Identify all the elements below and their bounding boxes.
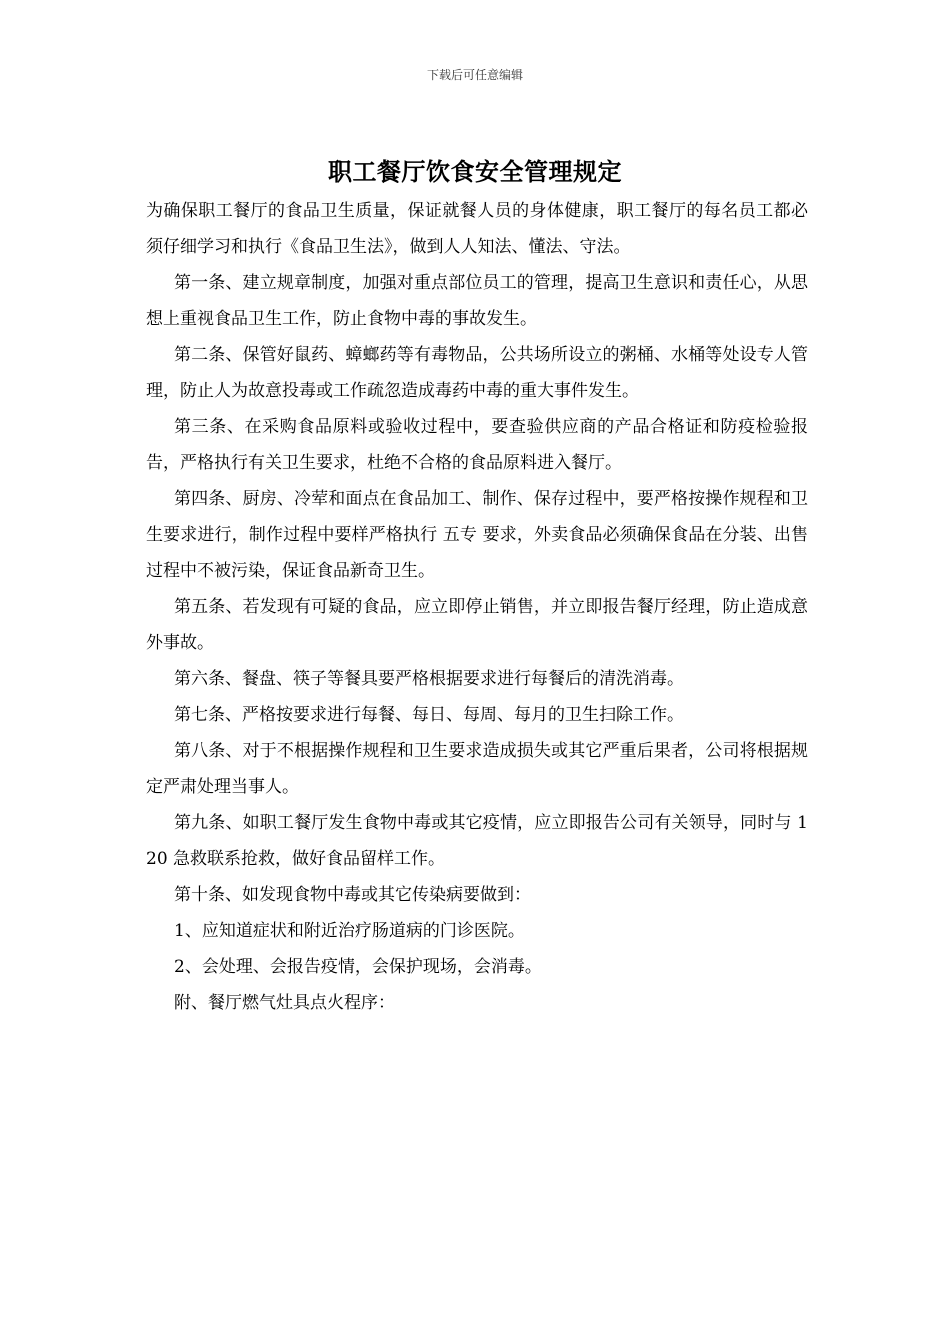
list-item-1: 1、应知道症状和附近治疗肠道病的门诊医院。: [174, 921, 525, 941]
article-4: 第四条、厨房、冷荤和面点在食品加工、制作、保存过程中，要严格按操作规程和卫生要求进行，制作过程中要样严格执行 五专 要求，外卖食品必须确保食品在分装、出售过程中不被污染，保证食品新奇卫生。: [146, 489, 808, 581]
appendix-line: 附、餐厅燃气灶具点火程序：: [174, 993, 395, 1013]
article-7: 第七条、严格按要求进行每餐、每日、每周、每月的卫生扫除工作。: [174, 705, 684, 725]
list-item-2: 2、会处理、会报告疫情，会保护现场，会消毒。: [174, 957, 542, 977]
article-3: 第三条、在采购食品原料或验收过程中，要查验供应商的产品合格证和防疫检验报告，严格执行有关卫生要求，杜绝不合格的食品原料进入餐厅。: [146, 417, 808, 473]
article-10: 第十条、如发现食物中毒或其它传染病要做到：: [174, 885, 531, 905]
article-8: 第八条、对于不根据操作规程和卫生要求造成损失或其它严重后果者，公司将根据规定严肃处理当事人。: [146, 741, 808, 797]
article-5: 第五条、若发现有可疑的食品，应立即停止销售，并立即报告餐厅经理，防止造成意外事故。: [146, 597, 808, 653]
intro-paragraph: 为确保职工餐厅的食品卫生质量，保证就餐人员的身体健康，职工餐厅的每名员工都必须仔细学习和执行《食品卫生法》，做到人人知法、懂法、守法。: [146, 201, 808, 257]
header-note: 下载后可任意编辑: [426, 68, 523, 82]
article-2: 第二条、保管好鼠药、蟑螂药等有毒物品，公共场所设立的粥桶、水桶等处设专人管理，防止人为故意投毒或工作疏忽造成毒药中毒的重大事件发生。: [146, 345, 808, 401]
article-6: 第六条、餐盘、筷子等餐具要严格根据要求进行每餐后的清洗消毒。: [174, 669, 684, 689]
article-9: 第九条、如职工餐厅发生食物中毒或其它疫情，应立即报告公司有关领导，同时与 120 急救联系抢救，做好食品留样工作。: [146, 813, 808, 869]
document-body: [146, 193, 808, 1021]
document-title: 职工餐厅饮食安全管理规定: [328, 157, 622, 186]
article-1: 第一条、建立规章制度，加强对重点部位员工的管理，提高卫生意识和责任心，从思想上重视食品卫生工作，防止食物中毒的事故发生。: [146, 273, 808, 329]
